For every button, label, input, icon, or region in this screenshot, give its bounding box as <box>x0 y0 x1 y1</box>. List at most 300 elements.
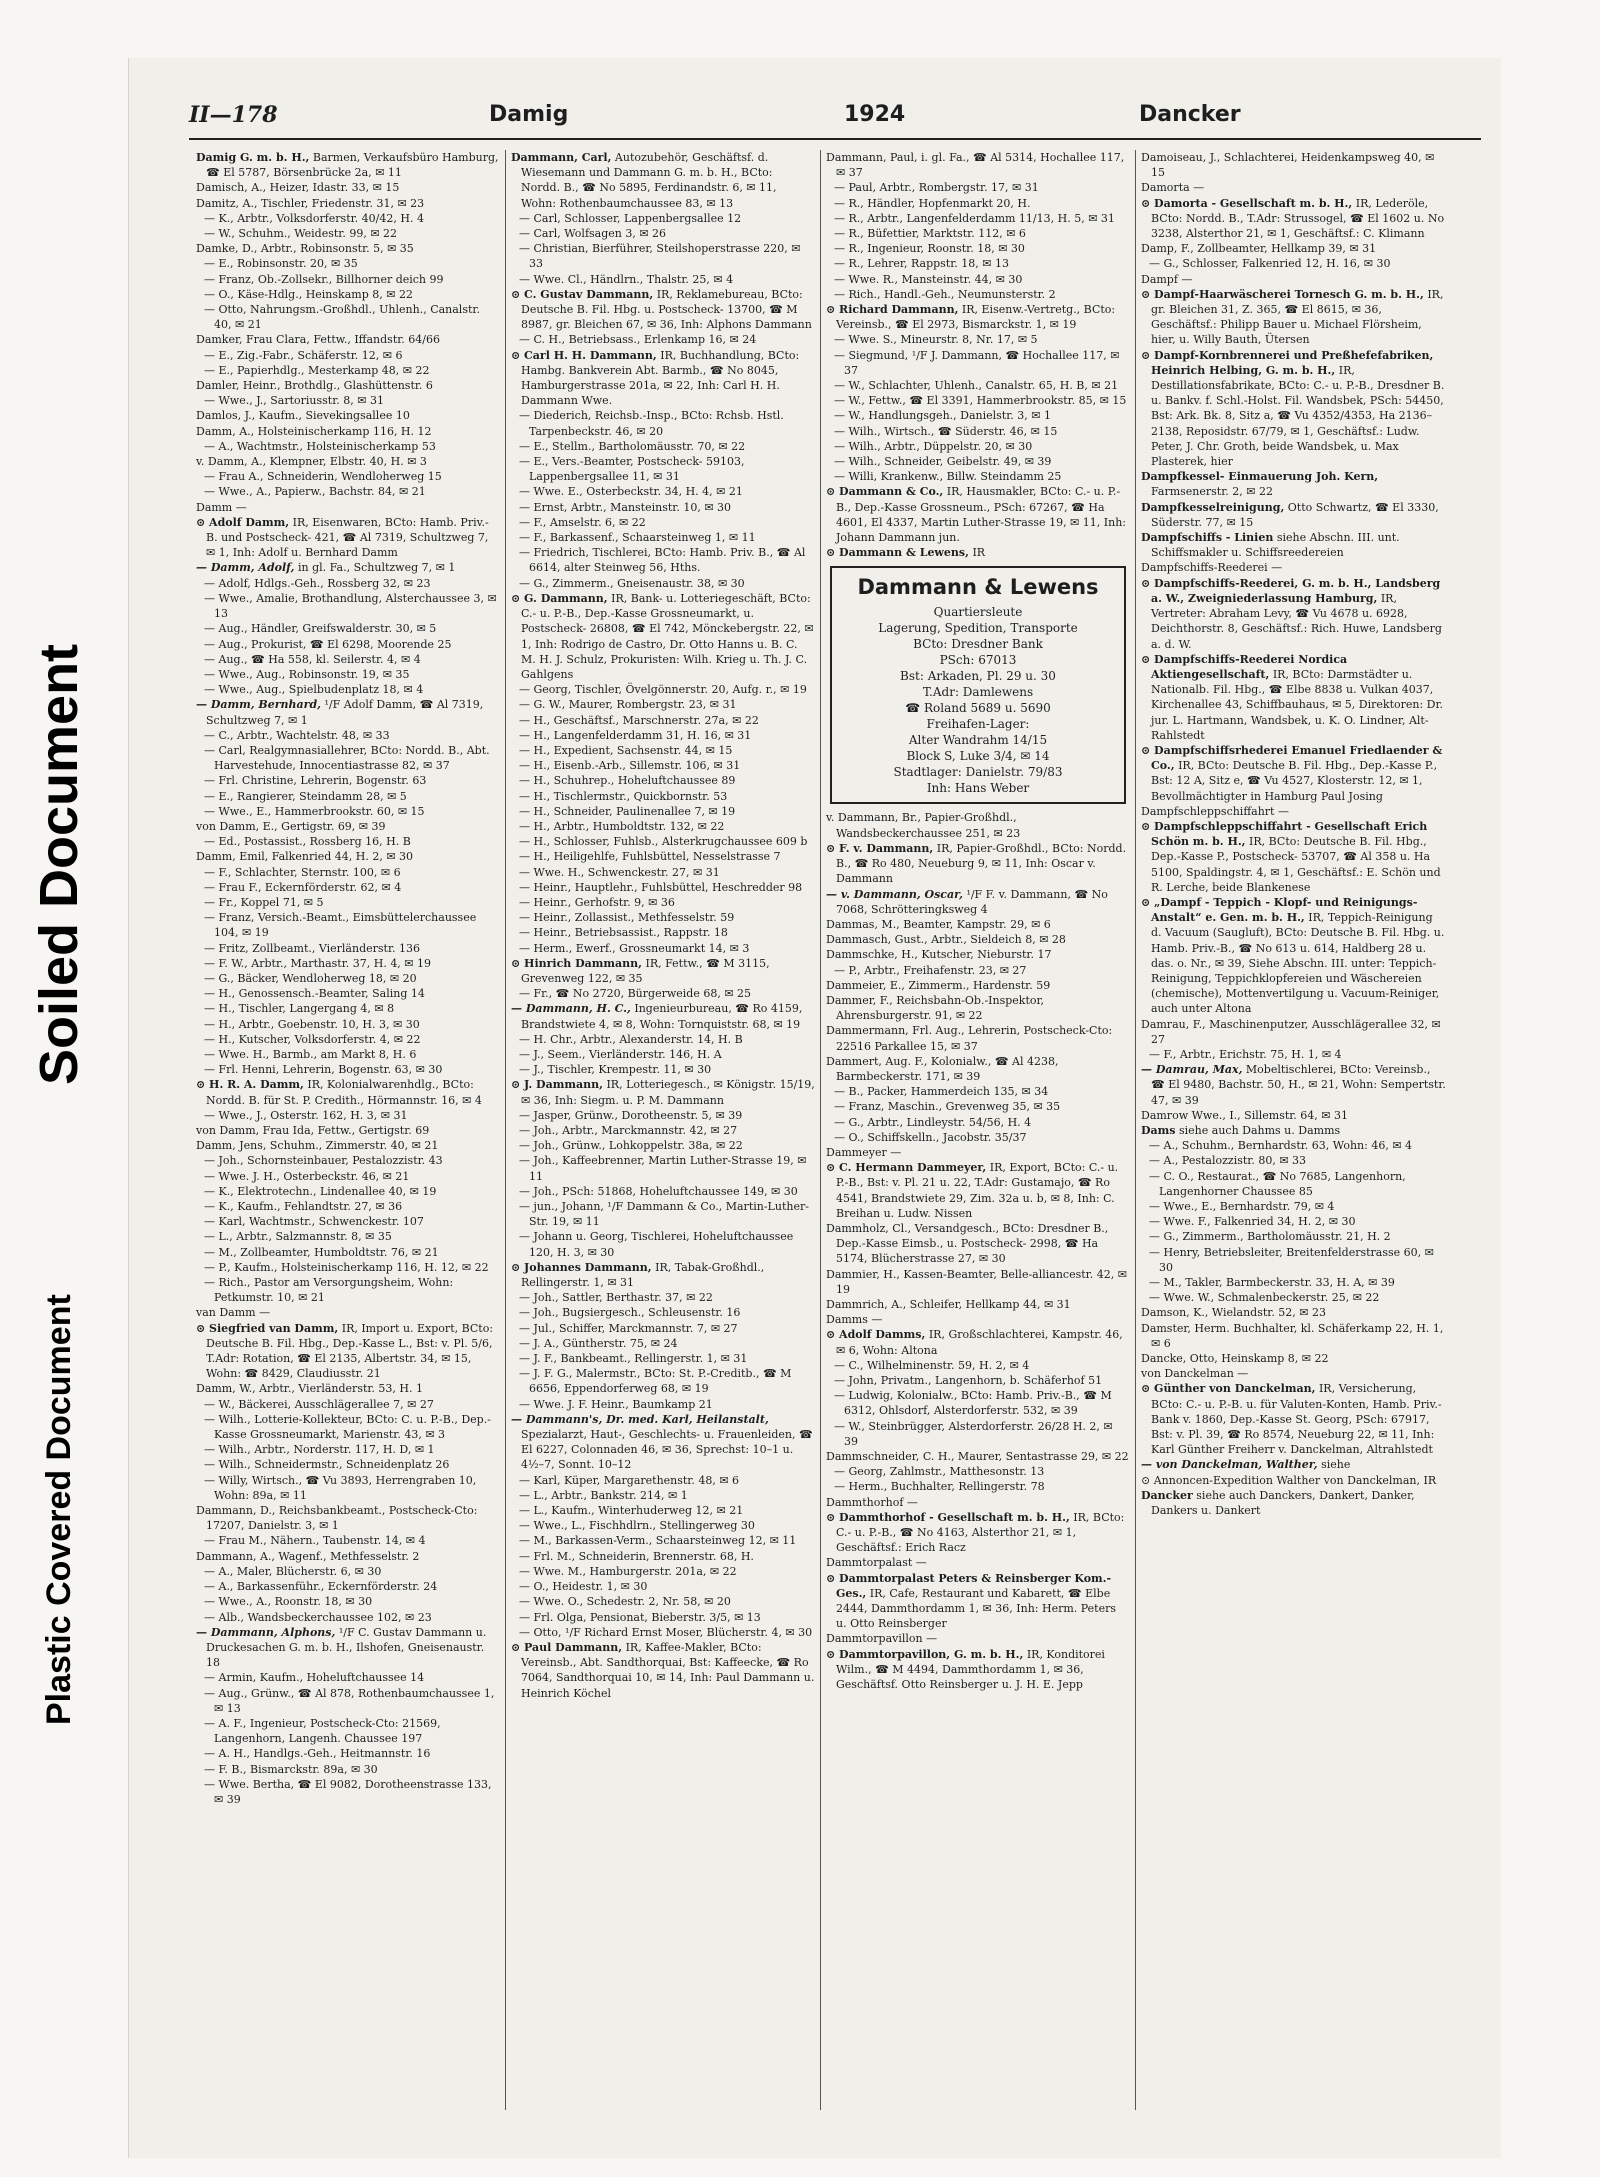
entry-text: — Willy, Wirtsch., ☎ Vu 3893, Herrengraben 10, Wohn: 89a, ✉ 11 <box>204 1473 477 1502</box>
directory-entry <box>196 1047 500 1062</box>
entry-text: — E., Robinsonstr. 20, ✉ 35 <box>204 257 358 271</box>
entry-text: — J. A., Güntherstr. 75, ✉ 24 <box>519 1336 678 1350</box>
entry-text: Dammeyer — <box>826 1145 902 1159</box>
directory-entry <box>196 1199 500 1214</box>
entry-text: — H. Chr., Arbtr., Alexanderstr. 14, H. B <box>519 1032 743 1046</box>
entry-text: IR, BCto: Deutsche B. Fil. Hbg., Dep.-Kasse P., Postscheck- 53707, ☎ Al 358 u. Ha 5100, Spaldingstr. 4, ✉ 1, Geschäftsf.: E. Schön und R. Lerche, beide Blankenese <box>1151 835 1441 894</box>
entry-name: ⊙ „Dampf - Teppich - Klopf- und Reinigungs-Anstalt“ e. Gen. m. b. H., <box>1141 895 1418 925</box>
directory-entry <box>196 637 500 652</box>
directory-entry <box>1141 1275 1446 1290</box>
directory-entry <box>826 1267 1130 1297</box>
directory-entry <box>196 287 500 302</box>
entry-name: Dampfkesselreinigung, <box>1141 500 1285 514</box>
entry-text: — W., Steinbrügger, Alsterdorferstr. 26/28 H. 2, ✉ 39 <box>834 1419 1113 1448</box>
entry-text: IR, Großschlachterei, Kampstr. 46, ✉ 6, Wohn: Altona <box>836 1328 1123 1357</box>
entry-text: — Frl. Olga, Pensionat, Bieberstr. 3/5, ✉ 13 <box>519 1610 761 1624</box>
entry-text: — H., Tischler, Langergang 4, ✉ 8 <box>204 1002 395 1016</box>
entry-text: — H., Genossensch.-Beamter, Saling 14 <box>204 987 425 1001</box>
entry-text: — J., Seem., Vierländerstr. 146, H. A <box>519 1047 722 1061</box>
directory-entry <box>196 1381 500 1396</box>
entry-text: — Frau F., Eckernförderstr. 62, ✉ 4 <box>204 880 402 894</box>
entry-text: — Henry, Betriebsleiter, Breitenfelderstrasse 60, ✉ 30 <box>1149 1245 1434 1274</box>
entry-text: — A. H., Handlgs.-Geh., Heitmannstr. 16 <box>204 1747 431 1761</box>
directory-entry <box>196 1305 500 1320</box>
entry-text: — Diederich, Reichsb.-Insp., BCto: Rchsb. Hstl. Tarpenbeckstr. 46, ✉ 20 <box>519 409 784 438</box>
directory-entry <box>511 1564 815 1579</box>
directory-entry <box>1141 1245 1446 1275</box>
directory-entry <box>511 910 815 925</box>
advertisement-line: Lagerung, Spedition, Transporte <box>878 621 1078 636</box>
entry-name: — Damrau, Max, <box>1141 1063 1243 1077</box>
directory-entry <box>1141 1017 1446 1047</box>
directory-entry <box>511 576 815 591</box>
entry-name: ⊙ Carl H. H. Dammann, <box>511 348 657 362</box>
entry-text: IR, Lederöle, BCto: Nordd. B., T.Adr: Strussogel, ☎ El 1602 u. No 3238, Alsterthor 21, ✉ 1, Geschäftsf.: C. Klimann <box>1151 196 1445 241</box>
entry-text: Mobeltischlerei, BCto: Vereinsb., ☎ El 9480, Bachstr. 50, H., ✉ 21, Wohn: Sempertstr. 47, ✉ 39 <box>1151 1063 1446 1107</box>
directory-entry <box>826 439 1130 454</box>
directory-entry <box>196 591 500 621</box>
directory-entry <box>826 302 1130 332</box>
directory-entry <box>196 789 500 804</box>
entry-name: Dampfschiffs - Linien <box>1141 531 1274 545</box>
entry-text: IR, Destillationsfabrikate, BCto: C.- u. P.-B., Dresdner B. u. Bankv. f. Schl.-Holst. Fil. Wandsbek, PSch: 54450, Bst: Ark. Bk. 8, Sitz a, ☎ Vu 4352/4353, Ha 2136–2138, Reposidstr. 67/79, ✉ 1, Geschäftsf.: Ludw. Peter, J. Chr. Groth, beide Wandsbek, u. Max Plasterek, hier <box>1151 363 1445 469</box>
header-first-entry: Damig <box>489 102 569 127</box>
entry-text: — H., Schuhrep., Hoheluftchaussee 89 <box>519 774 736 788</box>
directory-entry <box>1141 895 1446 1017</box>
advertisement-line: Quartiersleute <box>933 605 1023 620</box>
advertisement-line: ☎ Roland 5689 u. 5690 <box>905 701 1051 716</box>
entry-text: — John, Privatm., Langenhorn, b. Schäferhof 51 <box>834 1374 1103 1387</box>
directory-entry <box>1141 1169 1446 1199</box>
entry-text: — Wwe., J., Sartoriusstr. 8, ✉ 31 <box>204 394 384 408</box>
directory-entry <box>511 697 815 712</box>
directory-entry <box>826 408 1130 423</box>
directory-entry <box>1141 1153 1446 1168</box>
entry-text: — Wwe., J., Osterstr. 162, H. 3, ✉ 31 <box>204 1108 408 1122</box>
directory-entry <box>1141 241 1446 256</box>
directory-entry <box>511 1625 815 1640</box>
entry-text: — Joh., Grünw., Lohkoppelstr. 38a, ✉ 22 <box>519 1139 743 1153</box>
entry-name: — Damm, Adolf, <box>196 561 295 575</box>
directory-entry <box>1141 348 1446 470</box>
entry-text: — R., Büfettier, Marktstr. 112, ✉ 6 <box>834 227 1026 241</box>
directory-entry <box>511 713 815 728</box>
directory-entry <box>196 1670 500 1685</box>
directory-entry <box>1141 1488 1446 1518</box>
directory-entry <box>196 1321 500 1382</box>
entry-name: ⊙ Dammann & Lewens, <box>826 546 969 560</box>
entry-text: von Damm, Frau Ida, Fettw., Gertigstr. 69 <box>196 1124 430 1137</box>
entry-text: — J. F., Bankbeamt., Rellingerstr. 1, ✉ 31 <box>519 1352 748 1366</box>
directory-entry <box>511 743 815 758</box>
directory-entry <box>1141 1229 1446 1244</box>
entry-text: — Georg, Tischler, Övelgönnerstr. 20, Aufg. r., ✉ 19 <box>519 683 807 697</box>
entry-text: IR, Versicherung, BCto: C.- u. P.-B. u. für Valuten-Konten, Hamb. Priv.-Bank v. 1860, Dep.-Kasse St. Georg, PSch: 67917, Bst: v. Pl. 39, ☎ Ro 8574, Neueburg 22, ✉ 11, Inh: Karl Günther Freiherr v. Danckelman, Altrahlstedt <box>1151 1382 1442 1457</box>
directory-entry <box>511 986 815 1001</box>
directory-entry <box>196 986 500 1001</box>
directory-entry <box>826 378 1130 393</box>
entry-text: — Paul, Arbtr., Rombergstr. 17, ✉ 31 <box>834 181 1039 195</box>
directory-entry <box>1141 1214 1446 1229</box>
entry-text: — Otto, Nahrungsm.-Großhdl., Uhlenh., Canalstr. 40, ✉ 21 <box>204 303 480 332</box>
entry-name: Damig G. m. b. H., <box>196 151 310 164</box>
directory-entry <box>1141 256 1446 271</box>
entry-text: — F., Schlachter, Sternstr. 100, ✉ 6 <box>204 865 401 879</box>
directory-entry <box>196 1503 500 1533</box>
entry-name: ⊙ Dammann & Co., <box>826 485 944 499</box>
entry-name: ⊙ Johannes Dammann, <box>511 1260 652 1274</box>
directory-entry <box>196 1533 500 1548</box>
entry-text: — W., Fettw., ☎ El 3391, Hammerbrookstr. 85, ✉ 15 <box>834 394 1127 408</box>
advertisement-line: Bst: Arkaden, Pl. 29 u. 30 <box>900 669 1056 684</box>
entry-text: Dammert, Aug. F., Kolonialw., ☎ Al 4238, Barmbeckerstr. 171, ✉ 39 <box>826 1054 1059 1083</box>
directory-entry <box>511 1001 815 1031</box>
directory-entry <box>826 454 1130 469</box>
directory-entry <box>826 211 1130 226</box>
directory-entry <box>1141 1199 1446 1214</box>
directory-entry <box>511 1503 815 1518</box>
directory-entry <box>826 1464 1130 1479</box>
directory-entry <box>826 1555 1130 1570</box>
directory-entry <box>196 180 500 195</box>
directory-entry <box>1141 469 1446 499</box>
entry-text: — O., Heidestr. 1, ✉ 30 <box>519 1580 648 1594</box>
entry-text: — Wwe. F., Falkenried 34, H. 2, ✉ 30 <box>1149 1215 1356 1229</box>
entry-name: ⊙ Siegfried van Damm, <box>196 1321 339 1335</box>
entry-text: IR, Tabak-Großhdl., Rellingerstr. 1, ✉ 31 <box>521 1260 765 1290</box>
entry-text: — Wwe. S., Mineurstr. 8, Nr. 17, ✉ 5 <box>834 333 1038 347</box>
directory-entry <box>511 758 815 773</box>
directory-entry <box>826 1221 1130 1267</box>
entry-text: — Christian, Bierführer, Steilshoperstrasse 220, ✉ 33 <box>519 242 801 271</box>
entry-text: — F. W., Arbtr., Marthastr. 37, H. 4, ✉ 19 <box>204 956 432 970</box>
entry-text: — Aug., Prokurist, ☎ El 6298, Moorende 25 <box>204 637 452 651</box>
column-4 <box>1136 150 1451 2110</box>
entry-text: — Karl, Küper, Margarethenstr. 48, ✉ 6 <box>519 1473 740 1487</box>
directory-entry <box>196 1108 500 1123</box>
directory-entry <box>826 256 1130 271</box>
directory-entry <box>196 560 500 575</box>
entry-text: Damisch, A., Heizer, Idastr. 33, ✉ 15 <box>196 181 400 195</box>
entry-text: Dammann, A., Wagenf., Methfesselstr. 2 <box>196 1549 420 1563</box>
entry-text: Damm — <box>196 500 247 514</box>
entry-text: — Rich., Pastor am Versorgungsheim, Wohn: Petkumstr. 10, ✉ 21 <box>204 1276 454 1305</box>
entry-text: — Herm., Buchhalter, Rellingerstr. 78 <box>834 1480 1045 1494</box>
directory-entry <box>1141 1108 1446 1123</box>
entry-text: — H., Heiligehlfe, Fuhlsbüttel, Nesselstrasse 7 <box>519 850 781 864</box>
directory-entry <box>196 1138 500 1153</box>
entry-text: — C. O., Restaurat., ☎ No 7685, Langenhorn, Langenhorner Chaussee 85 <box>1149 1169 1406 1198</box>
entry-text: Dammrich, A., Schleifer, Hellkamp 44, ✉ 31 <box>826 1297 1071 1311</box>
directory-entry <box>196 834 500 849</box>
directory-entry <box>826 947 1130 962</box>
directory-entry <box>826 1145 1130 1160</box>
directory-entry <box>196 1032 500 1047</box>
entry-text: van Damm — <box>196 1306 271 1320</box>
directory-entry <box>511 1366 815 1396</box>
directory-entry <box>1141 1351 1446 1366</box>
entry-text: — Heinr., Betriebsassist., Rappstr. 18 <box>519 926 728 940</box>
directory-entry <box>1141 1321 1446 1351</box>
entry-text: Damrau, F., Maschinenputzer, Ausschlägerallee 32, ✉ 27 <box>1141 1017 1441 1046</box>
entry-name: ⊙ Dampfschiffs-Reederei Nordica Aktiengesellschaft, <box>1141 652 1348 681</box>
directory-entry <box>196 865 500 880</box>
advertisement-line: BCto: Dresdner Bank <box>913 637 1043 652</box>
directory-entry <box>826 1084 1130 1099</box>
directory-entry <box>511 1123 815 1138</box>
entry-text: — W., Schuhm., Weidestr. 99, ✉ 22 <box>204 227 398 241</box>
entry-text: Dammer, F., Reichsbahn-Ob.-Inspektor, Ahrensburgerstr. 91, ✉ 22 <box>826 993 1045 1023</box>
directory-entry <box>196 348 500 363</box>
directory-entry <box>511 1594 815 1609</box>
entry-text: Dammeier, E., Zimmerm., Hardenstr. 59 <box>826 978 1051 992</box>
directory-entry <box>196 241 500 256</box>
entry-name: ⊙ F. v. Dammann, <box>826 841 934 855</box>
entry-name: ⊙ Dammtorpalast Peters & Reinsberger Kom.-Ges., <box>826 1571 1112 1600</box>
directory-entry <box>826 180 1130 195</box>
entry-name: ⊙ C. Hermann Dammeyer, <box>826 1161 987 1175</box>
entry-text: Farmsenerstr. 2, ✉ 22 <box>1151 485 1273 499</box>
entry-text: — E., Rangierer, Steindamm 28, ✉ 5 <box>204 789 407 803</box>
entry-text: — C. H., Betriebsass., Erlenkamp 16, ✉ 24 <box>519 333 757 347</box>
directory-entry <box>196 1594 500 1609</box>
entry-text: — Willi, Krankenw., Billw. Steindamm 25 <box>834 470 1062 484</box>
entry-text: in gl. Fa., Schultzweg 7, ✉ 1 <box>298 561 456 575</box>
entry-text: — Heinr., Hauptlehr., Fuhlsbüttel, Heschredder 98 <box>519 880 803 894</box>
entry-name: ⊙ Dammtorpavillon, G. m. b. H., <box>826 1647 1024 1661</box>
entry-text: Dammtorpalast — <box>826 1556 927 1570</box>
entry-text: — H., Arbtr., Goebenstr. 10, H. 3, ✉ 30 <box>204 1017 420 1031</box>
directory-entry <box>196 378 500 393</box>
entry-text: Damster, Herm. Buchhalter, kl. Schäferkamp 22, H. 1, ✉ 6 <box>1141 1321 1444 1350</box>
entry-text: — E., Stellm., Bartholomäusstr. 70, ✉ 22 <box>519 439 746 453</box>
directory-entry <box>196 1062 500 1077</box>
directory-entry <box>826 1297 1130 1312</box>
directory-entry <box>511 1488 815 1503</box>
directory-entry <box>196 697 500 727</box>
entry-text: — O., Käse-Hdlg., Heinskamp 8, ✉ 22 <box>204 287 413 301</box>
entry-text: — Heinr., Gerhofstr. 9, ✉ 36 <box>519 895 675 909</box>
entry-text: Barmen, Verkaufsbüro Hamburg, ☎ El 5787, Börsenbrücke 2a, ✉ 11 <box>206 151 499 180</box>
entry-text: — A., Barkassenführ., Eckernförderstr. 24 <box>204 1580 438 1594</box>
entry-text: — W., Handlungsgeh., Danielstr. 3, ✉ 1 <box>834 409 1051 423</box>
entry-text: — Wwe. M., Hamburgerstr. 201a, ✉ 22 <box>519 1564 737 1578</box>
entry-text: Damms — <box>826 1313 883 1327</box>
entry-text: — Otto, ¹/F Richard Ernst Moser, Blücherstr. 4, ✉ 30 <box>519 1625 813 1639</box>
directory-entry <box>511 895 815 910</box>
directory-entry <box>511 1533 815 1548</box>
entry-text: von Danckelman — <box>1141 1367 1249 1381</box>
entry-text: — Aug., Grünw., ☎ Al 878, Rothenbaumchaussee 1, ✉ 13 <box>204 1686 495 1715</box>
entry-text: — A., Maler, Blücherstr. 6, ✉ 30 <box>204 1564 382 1578</box>
advertisement-box <box>830 566 1126 804</box>
entry-text: von Damm, E., Gertigstr. 69, ✉ 39 <box>196 819 386 833</box>
entry-text: — Joh., Kaffeebrenner, Martin Luther-Strasse 19, ✉ 11 <box>519 1154 807 1183</box>
entry-name: ⊙ Dampf-Haarwäscherei Tornesch G. m. b. H., <box>1141 287 1424 301</box>
entry-text: Damm, A., Holsteinischerkamp 116, H. 12 <box>196 424 432 438</box>
directory-entry <box>826 1495 1130 1510</box>
directory-entry <box>196 211 500 226</box>
entry-text: — Fr., Koppel 71, ✉ 5 <box>204 895 324 909</box>
entry-text: Autozubehör, Geschäftsf. d. Wiesemann und Dammann G. m. b. H., BCto: Nordd. B., ☎ No 5895, Ferdinandstr. 6, ✉ 11, Wohn: Rothenbaumchaussee 83, ✉ 13 <box>521 151 777 210</box>
directory-entry <box>196 804 500 819</box>
entry-text: — Ed., Postassist., Rossberg 16, H. B <box>204 835 411 849</box>
directory-entry <box>511 545 815 575</box>
directory-entry <box>826 978 1130 993</box>
entry-text: siehe auch Danckers, Dankert, Danker, Dankers u. Dankert <box>1151 1488 1415 1518</box>
directory-entry <box>196 849 500 864</box>
directory-entry <box>826 1388 1130 1418</box>
entry-text: — H., Schneider, Paulinenallee 7, ✉ 19 <box>519 804 736 818</box>
entry-text: — Frau M., Nähern., Taubenstr. 14, ✉ 4 <box>204 1534 426 1548</box>
directory-entry <box>1141 500 1446 530</box>
entry-text: Damm, Emil, Falkenried 44, H. 2, ✉ 30 <box>196 850 414 864</box>
directory-entry <box>511 1518 815 1533</box>
entry-text: — Wwe., A., Papierw., Bachstr. 84, ✉ 21 <box>204 485 426 499</box>
entry-text: — Wilh., Wirtsch., ☎ Süderstr. 46, ✉ 15 <box>834 424 1058 438</box>
entry-name: — Dammann, H. C., <box>511 1002 631 1016</box>
entry-text: — B., Packer, Hammerdeich 135, ✉ 34 <box>834 1085 1049 1099</box>
entry-text: — E., Papierhdlg., Mesterkamp 48, ✉ 22 <box>204 363 430 377</box>
entry-text: — Joh., Arbtr., Marckmannstr. 42, ✉ 27 <box>519 1124 738 1137</box>
directory-entry <box>826 841 1130 887</box>
entry-text: IR, Lotteriegesch., ✉ Königstr. 15/19, ✉ 36, Inh: Siegm. u. P. M. Dammann <box>521 1078 815 1107</box>
directory-entry <box>196 941 500 956</box>
entry-name: — v. Dammann, Oscar, <box>826 887 963 901</box>
directory-entry <box>826 332 1130 347</box>
directory-entry <box>511 1412 815 1473</box>
entry-text: Damoiseau, J., Schlachterei, Heidenkampsweg 40, ✉ 15 <box>1141 151 1435 180</box>
header-year: 1924 <box>844 102 906 127</box>
directory-entry <box>196 1214 500 1229</box>
entry-text: IR, Hausmakler, BCto: C.- u. P.-B., Dep.-Kasse Grossneum., PSch: 67267, ☎ Ha 4601, El 4337, Martin Luther-Strasse 19, ✉ 11, Inh: Johann Dammann jun. <box>836 485 1126 545</box>
directory-entry <box>196 424 500 439</box>
margin-labels <box>0 0 110 2177</box>
directory-entry <box>511 500 815 515</box>
entry-text: — Wwe., Amalie, Brothandlung, Alsterchaussee 3, ✉ 13 <box>204 591 497 621</box>
entry-text: — M., Zollbeamter, Humboldtstr. 76, ✉ 21 <box>204 1245 439 1259</box>
directory-entry <box>511 1397 815 1412</box>
directory-entry <box>511 789 815 804</box>
entry-text: — G., Bäcker, Wendloherweg 18, ✉ 20 <box>204 971 417 985</box>
directory-entry <box>511 1305 815 1320</box>
directory-entry <box>826 287 1130 302</box>
directory-entry <box>511 834 815 849</box>
directory-entry <box>511 484 815 499</box>
directory-entry <box>826 393 1130 408</box>
directory-entry <box>196 971 500 986</box>
entry-name: ⊙ Dampfschiffsrhederei Emanuel Friedlaender & Co., <box>1141 743 1443 773</box>
entry-text: IR, BCto: Darmstädter u. Nationalb. Fil. Hbg., ☎ Elbe 8838 u. Vulkan 4037, Kirchenallee 43, Schiffbauhaus, ✉ 5, Direktoren: Dr. jur. L. Hartmann, Wandsbek, u. K. O. Lindner, Alt-Rahlstedt <box>1151 667 1444 742</box>
directory-entry <box>196 515 500 561</box>
entry-name: ⊙ Dampfschiffs-Reederei, G. m. b. H., Landsberg a. W., Zweigniederlassung Hamburg, <box>1141 576 1441 605</box>
entry-text: — Wwe. E., Osterbeckstr. 34, H. 4, ✉ 21 <box>519 485 743 499</box>
entry-text: — Wwe. J. F. Heinr., Baumkamp 21 <box>519 1397 713 1411</box>
directory-entry <box>511 332 815 347</box>
entry-text: IR, Import u. Export, BCto: Deutsche B. Fil. Hbg., Dep.-Kasse L., Bst: v. Pl. 5/6, T.Adr: Rotation, ☎ El 2135, Albertstr. 34, ✉ 15, Wohn: ☎ 8429, Claudiusstr. 21 <box>206 1321 494 1381</box>
entry-text: — H., Geschäftsf., Marschnerstr. 27a, ✉ 22 <box>519 713 759 727</box>
entry-text: — H., Expedient, Sachsenstr. 44, ✉ 15 <box>519 743 733 757</box>
advertisement-line: Freihafen-Lager: <box>926 717 1030 732</box>
entry-text: v. Dammann, Br., Papier-Großhdl., Wandsbeckerchaussee 251, ✉ 23 <box>826 811 1021 840</box>
directory-entry <box>196 956 500 971</box>
entry-text: IR, Eisenwaren, BCto: Hamb. Priv.-B. und Postscheck- 421, ☎ Al 7319, Schultzweg 7, ✉ 1, Inh: Adolf u. Bernhard Damm <box>206 515 489 560</box>
entry-name: Dancker <box>1141 1488 1193 1502</box>
directory-entry <box>511 1153 815 1183</box>
directory-entry <box>511 880 815 895</box>
directory-entry <box>511 1351 815 1366</box>
entry-text: — jun., Johann, ¹/F Dammann & Co., Martin-Luther-Str. 19, ✉ 11 <box>519 1200 809 1229</box>
entry-name: ⊙ H. R. A. Damm, <box>196 1078 304 1092</box>
entry-text: — Heinr., Zollassist., Methfesselstr. 59 <box>519 911 735 925</box>
entry-text: ¹/F Adolf Damm, ☎ Al 7319, Schultzweg 7, ✉ 1 <box>206 698 484 727</box>
entry-text: — Armin, Kaufm., Hoheluftchaussee 14 <box>204 1671 425 1685</box>
entry-text: — Wwe., A., Roonstr. 18, ✉ 30 <box>204 1595 373 1609</box>
entry-text: IR, BCto: C.- u. P.-B., ☎ No 4163, Alsterthor 21, ✉ 1, Geschäftsf.: Erich Racz <box>836 1510 1125 1555</box>
directory-entry <box>511 1108 815 1123</box>
entry-text: — Wwe. W., Schmalenbeckerstr. 25, ✉ 22 <box>1149 1291 1380 1305</box>
entry-text: Damlos, J., Kaufm., Sievekingsallee 10 <box>196 409 410 423</box>
entry-text: — Jasper, Grünw., Dorotheenstr. 5, ✉ 39 <box>519 1108 743 1122</box>
directory-entry <box>196 1260 500 1275</box>
directory-entry <box>1141 576 1446 652</box>
entry-text: — Rich., Handl.-Geh., Neumunsterstr. 2 <box>834 287 1056 301</box>
directory-entry <box>196 1686 500 1716</box>
directory-entry <box>196 1746 500 1761</box>
entry-text: — C., Arbtr., Wachtelstr. 48, ✉ 33 <box>204 728 390 742</box>
directory-entry <box>511 773 815 788</box>
directory-entry <box>196 1564 500 1579</box>
directory-entry <box>826 1449 1130 1464</box>
entry-text: Damm, W., Arbtr., Vierländerstr. 53, H. 1 <box>196 1382 423 1396</box>
directory-entry <box>1141 1062 1446 1108</box>
directory-entry <box>826 150 1130 180</box>
entry-text: — Wwe., Aug., Spielbudenplatz 18, ✉ 4 <box>204 683 424 697</box>
entry-text: — Frl. Christine, Lehrerin, Bogenstr. 63 <box>204 774 427 788</box>
entry-text: — Wilh., Lotterie-Kollekteur, BCto: C. u. P.-B., Dep.-Kasse Grossneumarkt, Marienstr. 43, ✉ 3 <box>204 1412 491 1442</box>
directory-entry <box>196 1001 500 1016</box>
entry-text: — K., Arbtr., Volksdorferstr. 40/42, H. 4 <box>204 211 424 225</box>
header-last-entry: Dancker <box>1139 102 1241 127</box>
directory-entry <box>826 1631 1130 1646</box>
directory-entry <box>826 1327 1130 1357</box>
entry-text: Dampfschleppschiffahrt — <box>1141 804 1289 818</box>
directory-entry <box>511 941 815 956</box>
directory-entry <box>196 621 500 636</box>
directory-entry <box>826 963 1130 978</box>
entry-text: Dammthorhof — <box>826 1495 918 1509</box>
entry-text: — P., Kaufm., Holsteinischerkamp 116, H. 12, ✉ 22 <box>204 1260 489 1274</box>
directory-entry <box>196 1625 500 1671</box>
directory-entry <box>196 1762 500 1777</box>
directory-entry <box>826 1023 1130 1053</box>
directory-entry <box>196 1610 500 1625</box>
plastic-covered-label: Plastic Covered Document <box>40 1294 78 1725</box>
entry-text: — Joh., Schornsteinbauer, Pestalozzistr. 43 <box>204 1154 443 1168</box>
directory-entry <box>196 1077 500 1107</box>
entry-text: — Wwe. J. H., Osterbeckstr. 46, ✉ 21 <box>204 1169 410 1183</box>
entry-text: Dammann, D., Reichsbankbeamt., Postscheck-Cto: 17207, Danielstr. 3, ✉ 1 <box>196 1504 478 1533</box>
entry-text: siehe Abschn. III. unt. Schiffsmakler u. Schiffsreedereien <box>1151 531 1400 560</box>
entry-name: ⊙ G. Dammann, <box>511 591 608 605</box>
entry-text: — Wwe., Aug., Robinsonstr. 19, ✉ 35 <box>204 667 410 681</box>
entry-text: Otto Schwartz, ☎ El 3330, Süderstr. 77, ✉ 15 <box>1151 500 1439 529</box>
directory-entry <box>1141 180 1446 195</box>
entry-name: ⊙ Damorta - Gesellschaft m. b. H., <box>1141 196 1353 210</box>
directory-entry <box>826 1054 1130 1084</box>
entry-text: Damm, Jens, Schuhm., Zimmerstr. 40, ✉ 21 <box>196 1139 439 1153</box>
entry-text: Damrow Wwe., I., Sillemstr. 64, ✉ 31 <box>1141 1108 1348 1122</box>
